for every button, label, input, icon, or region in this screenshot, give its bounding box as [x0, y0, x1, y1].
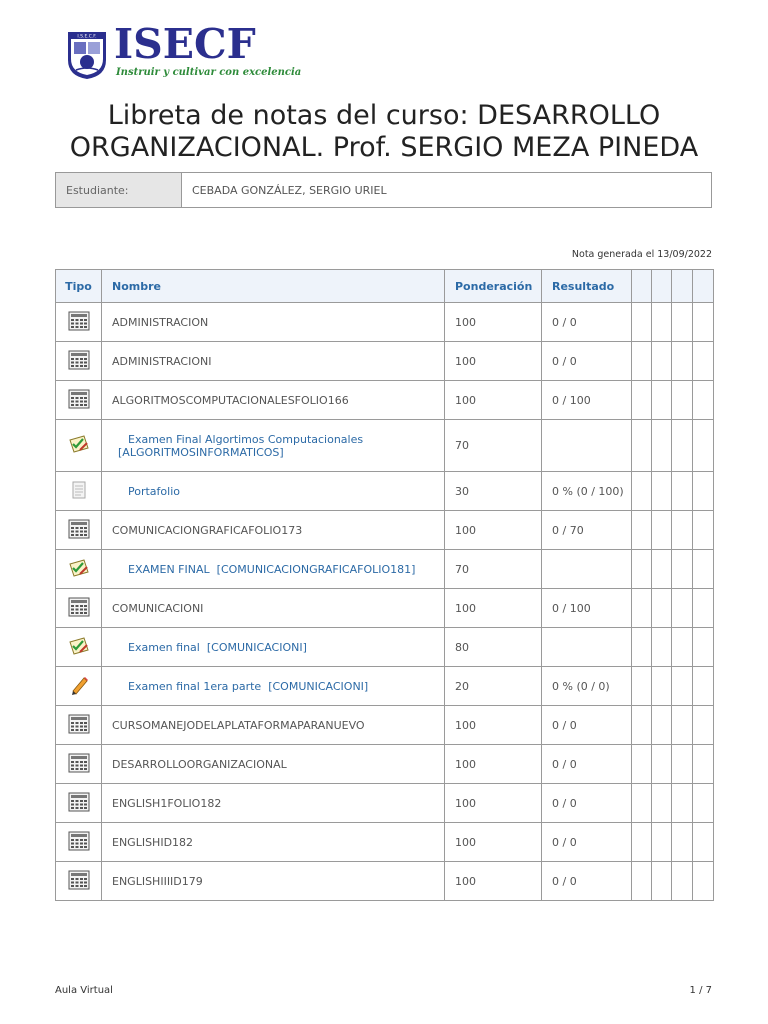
cell-name: [102, 342, 445, 381]
cell-result: 0 / 0: [542, 823, 632, 862]
header-ponderacion: Ponderación: [445, 270, 542, 303]
category-link[interactable]: [118, 446, 284, 459]
cell-weight: 100: [445, 303, 542, 342]
cell-empty: [632, 381, 652, 420]
cell-empty: [693, 628, 714, 667]
cell-weight: 70: [445, 420, 542, 472]
cell-empty: [672, 589, 693, 628]
item-link[interactable]: Examen Final Algortimos Computacionales: [128, 432, 364, 446]
cell-empty: [693, 823, 714, 862]
cell-empty: [672, 472, 693, 511]
cell-empty: [632, 511, 652, 550]
cell-type: [56, 303, 102, 342]
cell-name: [102, 550, 445, 589]
cell-name: [102, 381, 445, 420]
grades-table: [55, 269, 714, 901]
cell-name: [102, 628, 445, 667]
calculator-icon: [68, 350, 90, 373]
cell-empty: [672, 381, 693, 420]
cell-type: [56, 511, 102, 550]
table-row: [56, 823, 714, 862]
item-name: ENGLISHID182: [112, 835, 194, 849]
item-link[interactable]: EXAMEN FINAL: [128, 562, 210, 576]
bracket-close: ]: [363, 679, 369, 693]
cell-empty: [693, 550, 714, 589]
cell-empty: [693, 472, 714, 511]
bracket-open: [: [206, 640, 212, 654]
cell-weight: 100: [445, 511, 542, 550]
cell-empty: [652, 342, 672, 381]
cell-empty: [693, 745, 714, 784]
cell-type: [56, 550, 102, 589]
category-name[interactable]: COMUNICACIONGRAFICAFOLIO181: [220, 562, 412, 576]
cell-empty: [672, 667, 693, 706]
cell-empty: [652, 303, 672, 342]
cell-empty: [672, 511, 693, 550]
category-name[interactable]: COMUNICACIONI: [272, 679, 364, 693]
cell-empty: [632, 472, 652, 511]
page-title: Libreta de notas del curso: DESARROLLO ORGANIZACIONAL. Prof. SERGIO MEZA PINEDA: [69, 100, 699, 163]
cell-empty: [672, 706, 693, 745]
cell-empty: [632, 745, 652, 784]
table-row: [56, 342, 714, 381]
cell-empty: [672, 420, 693, 472]
cell-name: [102, 862, 445, 901]
cell-empty: [632, 303, 652, 342]
calculator-icon: [68, 311, 90, 334]
seal-text: I.S.E.C.F.: [77, 34, 97, 40]
cell-empty: [632, 784, 652, 823]
cell-name: [102, 511, 445, 550]
header-empty: [672, 270, 693, 303]
cell-type: [56, 589, 102, 628]
cell-empty: [632, 862, 652, 901]
cell-empty: [632, 589, 652, 628]
cell-result: 0 % (0 / 100): [542, 472, 632, 511]
cell-result: 0 / 100: [542, 381, 632, 420]
quiz-icon: [68, 636, 90, 659]
cell-empty: [632, 823, 652, 862]
item-name: COMUNICACIONGRAFICAFOLIO173: [112, 523, 303, 537]
generated-date-note: Nota generada el 13/09/2022: [571, 249, 712, 260]
item-name: ADMINISTRACIONI: [112, 354, 212, 368]
cell-type: [56, 706, 102, 745]
cell-empty: [693, 667, 714, 706]
cell-result: [542, 628, 632, 667]
cell-empty: [652, 420, 672, 472]
document-icon: [69, 480, 89, 503]
quiz-icon: [68, 434, 90, 457]
cell-name: [102, 420, 445, 472]
table-row: [56, 862, 714, 901]
cell-empty: [652, 511, 672, 550]
cell-name: [102, 589, 445, 628]
header-nombre: Nombre: [102, 270, 445, 303]
cell-empty: [693, 862, 714, 901]
cell-empty: [672, 745, 693, 784]
item-link[interactable]: Portafolio: [128, 484, 180, 498]
cell-result: [542, 550, 632, 589]
cell-empty: [693, 589, 714, 628]
student-name: CEBADA GONZÁLEZ, SERGIO URIEL: [192, 183, 387, 197]
table-header-row: [56, 270, 714, 303]
seal-icon: [66, 30, 108, 80]
header-empty: [632, 270, 652, 303]
table-row: [56, 472, 714, 511]
cell-empty: [672, 550, 693, 589]
pencil-icon: [69, 675, 89, 698]
header-empty: [652, 270, 672, 303]
category-name[interactable]: COMUNICACIONI: [211, 640, 303, 654]
cell-result: 0 / 0: [542, 862, 632, 901]
bracket-open: [: [118, 445, 123, 459]
student-info: [55, 172, 712, 208]
cell-empty: [693, 342, 714, 381]
cell-type: [56, 472, 102, 511]
table-row: [56, 628, 714, 667]
category-name[interactable]: ALGORITMOSINFORMATICOS: [122, 445, 280, 459]
item-link[interactable]: Examen final: [128, 640, 200, 654]
table-row: [56, 511, 714, 550]
cell-result: 0 / 0: [542, 342, 632, 381]
category-link[interactable]: [268, 680, 368, 693]
cell-empty: [693, 511, 714, 550]
table-row: [56, 745, 714, 784]
cell-weight: 70: [445, 550, 542, 589]
calculator-icon: [68, 519, 90, 542]
quiz-icon: [68, 558, 90, 581]
cell-name: [102, 784, 445, 823]
bracket-open: [: [268, 679, 273, 693]
cell-weight: 100: [445, 823, 542, 862]
header-tipo: Tipo: [56, 270, 102, 303]
calculator-icon: [68, 389, 90, 412]
cell-empty: [672, 342, 693, 381]
cell-empty: [632, 628, 652, 667]
cell-name: [102, 745, 445, 784]
table-row: [56, 706, 714, 745]
header-empty: [693, 270, 714, 303]
cell-result: 0 / 100: [542, 589, 632, 628]
cell-weight: 100: [445, 706, 542, 745]
cell-weight: 100: [445, 381, 542, 420]
cell-type: [56, 784, 102, 823]
brand-name: ISECF: [114, 20, 256, 68]
item-name: CURSOMANEJODELAPLATAFORMAPARANUEVO: [112, 718, 365, 732]
cell-type: [56, 823, 102, 862]
cell-empty: [693, 706, 714, 745]
cell-empty: [632, 550, 652, 589]
cell-empty: [652, 381, 672, 420]
bracket-close: ]: [411, 562, 416, 576]
cell-empty: [672, 784, 693, 823]
cell-weight: 100: [445, 784, 542, 823]
cell-type: [56, 667, 102, 706]
cell-empty: [652, 862, 672, 901]
category-link[interactable]: [207, 641, 307, 654]
cell-type: [56, 862, 102, 901]
cell-weight: 100: [445, 589, 542, 628]
calculator-icon: [68, 792, 90, 815]
cell-empty: [672, 628, 693, 667]
cell-weight: 100: [445, 862, 542, 901]
cell-name: [102, 303, 445, 342]
cell-result: 0 / 0: [542, 745, 632, 784]
item-name: ALGORITMOSCOMPUTACIONALESFOLIO166: [112, 393, 349, 407]
item-name: ENGLISHIIIID179: [112, 874, 203, 888]
cell-empty: [652, 745, 672, 784]
cell-empty: [652, 784, 672, 823]
cell-name: [102, 823, 445, 862]
cell-empty: [652, 706, 672, 745]
calculator-icon: [68, 870, 90, 893]
cell-weight: 100: [445, 342, 542, 381]
table-row: [56, 784, 714, 823]
cell-empty: [693, 420, 714, 472]
item-link[interactable]: Examen final 1era parte: [128, 679, 262, 693]
calculator-icon: [68, 597, 90, 620]
cell-type: [56, 420, 102, 472]
cell-empty: [632, 667, 652, 706]
table-row: [56, 667, 714, 706]
cell-type: [56, 342, 102, 381]
cell-empty: [693, 784, 714, 823]
cell-type: [56, 628, 102, 667]
cell-empty: [672, 823, 693, 862]
cell-result: 0 % (0 / 0): [542, 667, 632, 706]
cell-empty: [652, 628, 672, 667]
cell-empty: [632, 342, 652, 381]
cell-empty: [652, 667, 672, 706]
table-row: [56, 303, 714, 342]
cell-name: [102, 706, 445, 745]
item-name: DESARROLLOORGANIZACIONAL: [112, 757, 287, 771]
cell-type: [56, 381, 102, 420]
cell-empty: [672, 862, 693, 901]
cell-empty: [652, 823, 672, 862]
table-row: [56, 550, 714, 589]
bracket-open: [: [216, 562, 221, 576]
cell-result: 0 / 0: [542, 303, 632, 342]
calculator-icon: [68, 753, 90, 776]
cell-result: 0 / 0: [542, 706, 632, 745]
isecf-logo: [66, 20, 302, 84]
table-row: [56, 589, 714, 628]
calculator-icon: [68, 831, 90, 854]
cell-weight: 80: [445, 628, 542, 667]
cell-empty: [672, 303, 693, 342]
cell-result: [542, 420, 632, 472]
cell-weight: 30: [445, 472, 542, 511]
footer-page-number: 1 / 7: [689, 985, 712, 996]
cell-empty: [632, 420, 652, 472]
cell-empty: [693, 381, 714, 420]
cell-weight: 100: [445, 745, 542, 784]
bracket-close: ]: [302, 640, 307, 654]
footer-site-name: Aula Virtual: [55, 985, 113, 996]
cell-name: [102, 667, 445, 706]
cell-result: 0 / 0: [542, 784, 632, 823]
student-label: Estudiante:: [56, 173, 182, 207]
cell-empty: [652, 550, 672, 589]
bracket-close: ]: [279, 445, 284, 459]
header-resultado: Resultado: [542, 270, 632, 303]
item-name: ENGLISH1FOLIO182: [112, 796, 222, 810]
cell-empty: [652, 589, 672, 628]
cell-empty: [693, 303, 714, 342]
brand-tagline: Instruir y cultivar con excelencia: [116, 67, 302, 78]
cell-empty: [652, 472, 672, 511]
cell-name: [102, 472, 445, 511]
table-row: [56, 381, 714, 420]
cell-type: [56, 745, 102, 784]
calculator-icon: [68, 714, 90, 737]
category-link[interactable]: [217, 563, 416, 576]
cell-result: 0 / 70: [542, 511, 632, 550]
table-row: [56, 420, 714, 472]
item-name: COMUNICACIONI: [112, 601, 204, 615]
cell-weight: 20: [445, 667, 542, 706]
item-name: ADMINISTRACION: [112, 315, 209, 329]
cell-empty: [632, 706, 652, 745]
